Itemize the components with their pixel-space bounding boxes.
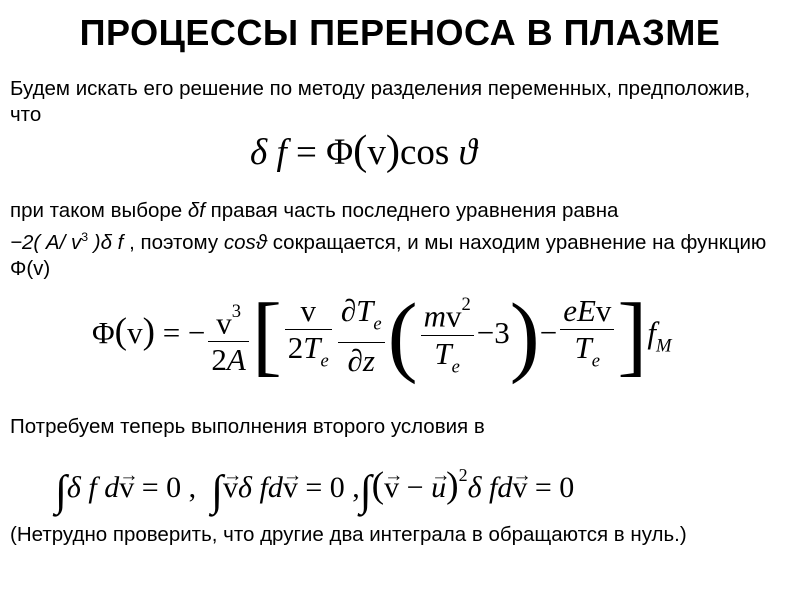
choice-paragraph: при таком выборе δf правая часть последнего уравнения равна −2( A/ $v^3$ )δ f , поэтому cosϑ сокращается, и мы находим уравнение на функцию Φ(v)	[10, 199, 767, 280]
condition-paragraph: Потребуем теперь выполнения второго условия в	[10, 415, 485, 438]
page-title: ПРОЦЕССЫ ПЕРЕНОСА В ПЛАЗМЕ	[79, 12, 721, 53]
closing-paragraph: (Нетрудно проверить, что другие два интеграла в обращаются в нуль.)	[10, 523, 687, 546]
formula-separation-ansatz: δ f = Φ(v)cos ϑ	[250, 127, 477, 174]
formula-phi-equation: Φ(v) = − $\frac{v^3}{2A}$ [ $\frac{v}{2T_e}$ $\frac{\partial T_e}{\partial z}$ ( $\frac{mv^2}{T_e}$ −3)− $\frac{\text{eEv}}{T_e}$ ]$f_M$	[92, 285, 672, 385]
intro-paragraph: Будем искать его решение по методу разделения переменных, предположив, что	[10, 77, 751, 126]
formula-integral-conditions: ∫δ f d→ v = 0 , ∫→ vδ fd→ v = 0 ,∫(→ v − → u)$^2$δ fd→ v = 0	[55, 452, 574, 514]
